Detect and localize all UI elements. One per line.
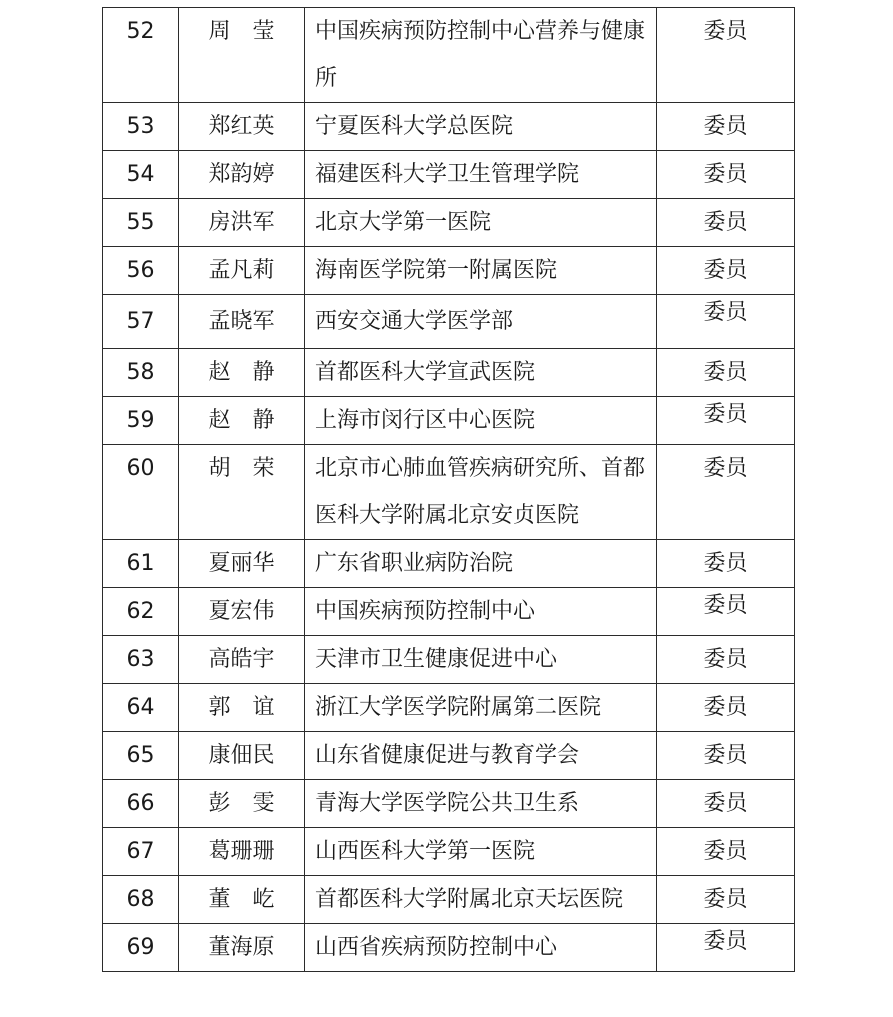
member-name: 周 莹 xyxy=(179,8,305,103)
member-name: 董海原 xyxy=(179,924,305,972)
member-role: 委员 xyxy=(657,588,795,636)
row-number: 55 xyxy=(103,199,179,247)
row-number: 56 xyxy=(103,247,179,295)
member-name: 房洪军 xyxy=(179,199,305,247)
member-role: 委员 xyxy=(657,780,795,828)
member-role: 委员 xyxy=(657,684,795,732)
member-organization: 上海市闵行区中心医院 xyxy=(305,397,657,445)
row-number: 59 xyxy=(103,397,179,445)
row-number: 60 xyxy=(103,445,179,540)
member-name: 葛珊珊 xyxy=(179,828,305,876)
member-role: 委员 xyxy=(657,397,795,445)
member-organization: 青海大学医学院公共卫生系 xyxy=(305,780,657,828)
member-role: 委员 xyxy=(657,247,795,295)
member-name: 赵 静 xyxy=(179,349,305,397)
member-role: 委员 xyxy=(657,924,795,972)
row-number: 65 xyxy=(103,732,179,780)
member-role: 委员 xyxy=(657,876,795,924)
table-row xyxy=(103,684,795,732)
row-number: 63 xyxy=(103,636,179,684)
row-number: 64 xyxy=(103,684,179,732)
table-row xyxy=(103,445,795,540)
member-organization: 山西医科大学第一医院 xyxy=(305,828,657,876)
member-name: 彭 雯 xyxy=(179,780,305,828)
table-row xyxy=(103,780,795,828)
member-role: 委员 xyxy=(657,151,795,199)
member-organization: 浙江大学医学院附属第二医院 xyxy=(305,684,657,732)
member-organization: 海南医学院第一附属医院 xyxy=(305,247,657,295)
members-table xyxy=(102,7,795,972)
row-number: 69 xyxy=(103,924,179,972)
table-row xyxy=(103,540,795,588)
member-organization: 天津市卫生健康促进中心 xyxy=(305,636,657,684)
member-organization: 中国疾病预防控制中心营养与健康所 xyxy=(305,8,657,103)
member-organization: 首都医科大学附属北京天坛医院 xyxy=(305,876,657,924)
member-name: 孟晓军 xyxy=(179,295,305,349)
member-name: 高皓宇 xyxy=(179,636,305,684)
member-organization: 山西省疾病预防控制中心 xyxy=(305,924,657,972)
table-row xyxy=(103,397,795,445)
table-row xyxy=(103,103,795,151)
member-organization: 西安交通大学医学部 xyxy=(305,295,657,349)
member-role: 委员 xyxy=(657,8,795,103)
member-organization: 宁夏医科大学总医院 xyxy=(305,103,657,151)
member-name: 胡 荣 xyxy=(179,445,305,540)
member-role: 委员 xyxy=(657,732,795,780)
table-row xyxy=(103,247,795,295)
member-name: 康佃民 xyxy=(179,732,305,780)
member-name: 夏丽华 xyxy=(179,540,305,588)
member-organization: 山东省健康促进与教育学会 xyxy=(305,732,657,780)
table-row xyxy=(103,295,795,349)
member-organization: 首都医科大学宣武医院 xyxy=(305,349,657,397)
member-role: 委员 xyxy=(657,295,795,349)
table-row xyxy=(103,349,795,397)
table-row xyxy=(103,588,795,636)
member-organization: 广东省职业病防治院 xyxy=(305,540,657,588)
member-name: 郑韵婷 xyxy=(179,151,305,199)
table-row xyxy=(103,876,795,924)
member-name: 郭 谊 xyxy=(179,684,305,732)
member-role: 委员 xyxy=(657,540,795,588)
row-number: 61 xyxy=(103,540,179,588)
row-number: 68 xyxy=(103,876,179,924)
row-number: 58 xyxy=(103,349,179,397)
member-role: 委员 xyxy=(657,199,795,247)
member-role: 委员 xyxy=(657,349,795,397)
member-name: 郑红英 xyxy=(179,103,305,151)
member-organization: 北京市心肺血管疾病研究所、首都医科大学附属北京安贞医院 xyxy=(305,445,657,540)
member-role: 委员 xyxy=(657,636,795,684)
member-name: 董 屹 xyxy=(179,876,305,924)
table-row xyxy=(103,732,795,780)
row-number: 54 xyxy=(103,151,179,199)
row-number: 52 xyxy=(103,8,179,103)
member-role: 委员 xyxy=(657,103,795,151)
row-number: 53 xyxy=(103,103,179,151)
member-organization: 福建医科大学卫生管理学院 xyxy=(305,151,657,199)
table-row xyxy=(103,924,795,972)
row-number: 67 xyxy=(103,828,179,876)
member-organization: 北京大学第一医院 xyxy=(305,199,657,247)
row-number: 57 xyxy=(103,295,179,349)
row-number: 66 xyxy=(103,780,179,828)
table-row xyxy=(103,151,795,199)
member-role: 委员 xyxy=(657,828,795,876)
member-name: 赵 静 xyxy=(179,397,305,445)
table-row xyxy=(103,8,795,103)
member-name: 孟凡莉 xyxy=(179,247,305,295)
table-row xyxy=(103,636,795,684)
member-organization: 中国疾病预防控制中心 xyxy=(305,588,657,636)
table-row xyxy=(103,199,795,247)
member-name: 夏宏伟 xyxy=(179,588,305,636)
row-number: 62 xyxy=(103,588,179,636)
member-role: 委员 xyxy=(657,445,795,540)
table-row xyxy=(103,828,795,876)
